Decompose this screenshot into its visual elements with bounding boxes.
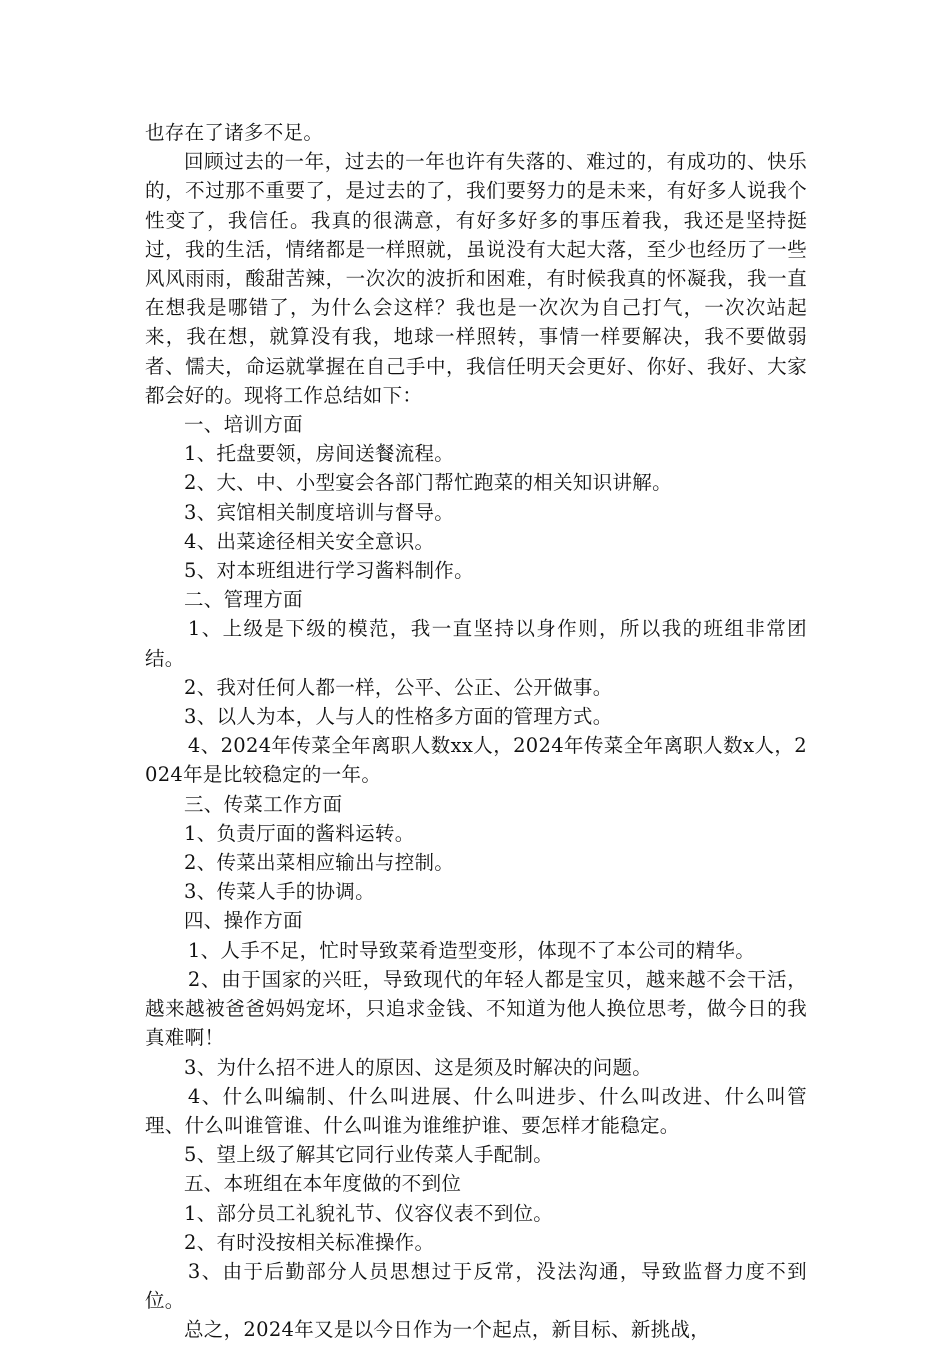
list-item-training-2: 2、大、中、小型宴会各部门帮忙跑菜的相关知识讲解。: [184, 471, 672, 495]
list-item-management-2: 2、我对任何人都一样，公平、公正、公开做事。: [184, 675, 613, 699]
list-item-training-1: 1、托盘要领，房间送餐流程。: [184, 442, 455, 466]
paragraph-year-review: 回顾过去的一年，过去的一年也许有失落的、难过的，有成功的、快乐的，不过那不重要了，是过去的了，我们要努力的是未来，有好多人说我个性变了，我信任。我真的很满意，有好多好多的事压着我，我还是坚持挺过，我的生活，情绪都是一样照就，虽说没有大起大落，至少也经历了一些风风雨雨，酸甜苦辣，一次次的波折和困难，有时候我真的怀凝我，我一直在想我是哪错了，为什么会这样？我也是一次次为自己打气，一次次站起来，我在想，就算没有我，地球一样照转，事情一样要解决，我不要做弱者、懦夫，命运就掌握在自己手中，我信任明天会更好、你好、我好、大家都会好的。现将工作总结如下：: [145, 150, 807, 407]
list-item-operation-1: 1、人手不足，忙时导致菜肴造型变形，体现不了本公司的精华。: [187, 938, 755, 962]
list-item-training-4: 4、出菜途径相关安全意识。: [184, 529, 435, 553]
section-heading-serving: 三、传菜工作方面: [184, 792, 343, 816]
paragraph-conclusion: 总之，2024年又是以今日作为一个起点，新目标、新挑战，: [184, 1318, 711, 1342]
paragraph-intro-tail: 也存在了诸多不足。: [145, 121, 324, 144]
list-item-management-1: 1、上级是下级的模范，我一直坚持以身作则，所以我的班组非常团结。: [145, 617, 807, 670]
section-heading-training: 一、培训方面: [184, 413, 303, 437]
list-item-shortcomings-2: 2、有时没按相关标准操作。: [184, 1230, 435, 1254]
list-item-serving-2: 2、传菜出菜相应输出与控制。: [184, 851, 455, 875]
list-item-serving-1: 1、负责厅面的酱料运转。: [184, 821, 415, 845]
list-item-management-4: 4、2024年传菜全年离职人数xx人，2024年传菜全年离职人数x人，2024年是比较稳定的一年。: [145, 734, 807, 787]
list-item-training-3: 3、宾馆相关制度培训与督导。: [184, 500, 455, 524]
section-heading-management: 二、管理方面: [184, 588, 303, 612]
list-item-training-5: 5、对本班组进行学习酱料制作。: [184, 559, 474, 583]
list-item-operation-5: 5、望上级了解其它同行业传菜人手配制。: [184, 1143, 554, 1167]
document-page: [145, 118, 807, 1345]
list-item-operation-3: 3、为什么招不进人的原因、这是须及时解决的问题。: [184, 1055, 653, 1079]
list-item-operation-4: 4、什么叫编制、什么叫进展、什么叫进步、什么叫改进、什么叫管理、什么叫谁管谁、什么叫谁为谁维护谁、要怎样才能稳定。: [145, 1084, 807, 1137]
section-heading-operation: 四、操作方面: [184, 909, 303, 933]
list-item-shortcomings-3: 3、由于后勤部分人员思想过于反常，没法沟通，导致监督力度不到位。: [145, 1259, 807, 1313]
list-item-shortcomings-1: 1、部分员工礼貌礼节、仪容仪表不到位。: [184, 1201, 554, 1225]
section-heading-shortcomings: 五、本班组在本年度做的不到位: [184, 1172, 462, 1196]
list-item-management-3: 3、以人为本，人与人的性格多方面的管理方式。: [184, 705, 613, 729]
list-item-operation-2: 2、由于国家的兴旺，导致现代的年轻人都是宝贝，越来越不会干活，越来越被爸爸妈妈宠坏，只追求金钱、不知道为他人换位思考，做今日的我真难啊！: [145, 967, 807, 1050]
list-item-serving-3: 3、传菜人手的协调。: [184, 880, 375, 904]
